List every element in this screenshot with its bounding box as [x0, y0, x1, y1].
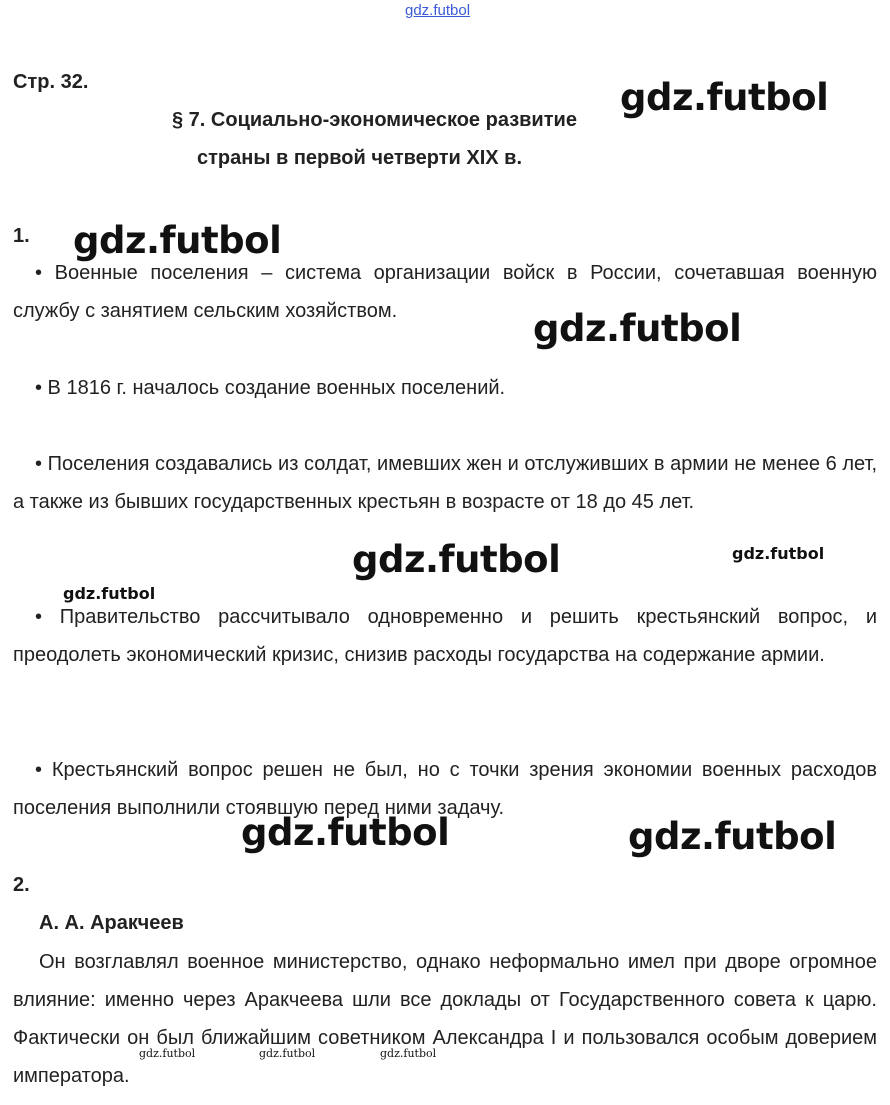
watermark: gdz.futbol [139, 1047, 196, 1060]
watermark: gdz.futbol [533, 307, 742, 350]
watermark: gdz.futbol [259, 1047, 316, 1060]
watermark: gdz.futbol [620, 76, 829, 119]
watermark: gdz.futbol [241, 811, 450, 854]
task-number: 1. [13, 225, 30, 247]
section-heading-line1: § 7. Социально-экономическое развитие [172, 109, 577, 131]
person-name: А. А. Аракчеев [39, 912, 184, 934]
bullet-item: • Военные поселения – система организации войск в России, сочетавшая военную службу с занятием сельским хозяйством. [13, 262, 877, 322]
bullet-item: • Крестьянский вопрос решен не был, но с точки зрения экономии военных расходов поселения выполнили стоявшую перед ними задачу. [13, 759, 877, 819]
watermark: gdz.futbol [732, 544, 825, 563]
watermark: gdz.futbol [63, 584, 156, 603]
bullet-item: • Поселения создавались из солдат, имевших жен и отслуживших в армии не менее 6 лет, а также из бывших государственных крестьян в возрасте от 18 до 45 лет. [13, 453, 877, 513]
task-number: 2. [13, 874, 30, 896]
person-description: Он возглавлял военное министерство, однако неформально имел при дворе огромное влияние: именно через Аракчеева шли все доклады от Государственного совета к царю. Фактически он был ближайшим советником Александра I и пользовался особым доверием императора. [13, 951, 877, 1087]
watermark: gdz.futbol [380, 1047, 437, 1060]
bullet-item: • Правительство рассчитывало одновременно и решить крестьянский вопрос, и преодолеть экономический кризис, снизив расходы государства на содержание армии. [13, 606, 877, 666]
watermark: gdz.futbol [628, 815, 837, 858]
bullet-item: • В 1816 г. началось создание военных поселений. [35, 377, 506, 399]
site-link[interactable]: gdz.futbol [405, 2, 471, 19]
section-heading-line2: страны в первой четверти XIX в. [197, 147, 523, 169]
page-reference: Стр. 32. [13, 71, 89, 93]
watermark: gdz.futbol [73, 219, 282, 262]
watermark: gdz.futbol [352, 538, 561, 581]
